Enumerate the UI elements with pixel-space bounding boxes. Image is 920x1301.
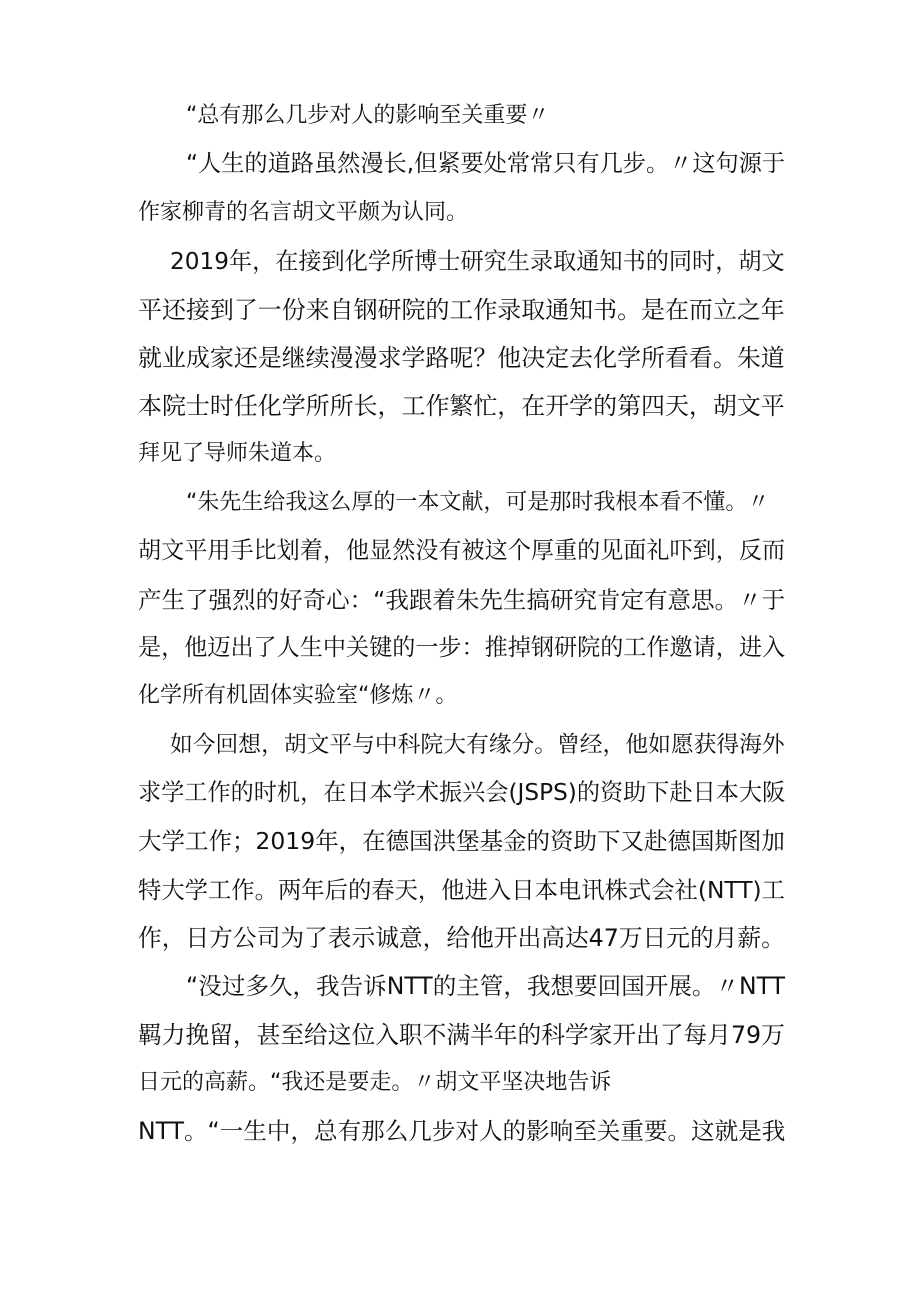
text-line-13: 化学所有机固体实验室“修炼〃。: [138, 683, 458, 708]
text-line-1: “总有那么几步对人的影响至关重要〃: [186, 103, 550, 128]
text-line-3: 作家柳青的名言胡文平颇为认同。: [138, 200, 469, 225]
text-line-8: 拜见了导师朱道本。: [138, 441, 337, 466]
text-line-7: 本院士时任化学所所长，工作繁忙，在开学的第四天，胡文平: [138, 392, 785, 420]
text-line-5: 平还接到了一份来自钢研院的工作录取通知书。是在而立之年: [138, 296, 785, 324]
text-line-17: 特大学工作。两年后的春天，他进入日本电讯株式会社(NTT)工: [138, 876, 785, 904]
text-line-14: 如今回想，胡文平与中科院大有缘分。曾经，他如愿获得海外: [170, 732, 785, 758]
text-line-2: “人生的道路虽然漫长,但紧要处常常只有几步。〃这句源于: [186, 150, 786, 177]
text-line-12: 是，他迈出了人生中关键的一步：推掉钢研院的工作邀请，进入: [138, 635, 786, 661]
text-line-16: 大学工作；2019年，在德国洪堡基金的资助下又赴德国斯图加: [138, 827, 785, 855]
text-line-11: 产生了强烈的好奇心：“我跟着朱先生搞研究肯定有意思。〃于: [138, 586, 786, 614]
text-line-18: 作，日方公司为了表示诚意，给他开出高达47万日元的月薪。: [138, 924, 785, 952]
text-line-4: 2019年，在接到化学所博士研究生录取通知书的同时，胡文: [170, 248, 785, 275]
text-line-19: “没过多久，我告诉NTT的主管，我想要回国开展。〃NTT: [186, 972, 786, 1000]
text-line-20: 羁力挽留，甚至给这位入职不满半年的科学家开出了每月79万: [138, 1021, 785, 1049]
text-line-15: 求学工作的时机，在日本学术振兴会(JSPS)的资助下赴日本大阪: [138, 780, 786, 806]
text-line-22: NTT。“一生中，总有那么几步对人的影响至关重要。这就是我: [138, 1117, 786, 1145]
text-line-10: 胡文平用手比划着，他显然没有被这个厚重的见面礼吓到，反而: [138, 538, 786, 564]
text-line-21: 日元的高薪。“我还是要走。〃胡文平坚决地告诉: [138, 1070, 612, 1095]
text-line-9: “朱先生给我这么厚的一本文献，可是那时我根本看不懂。〃: [186, 490, 770, 515]
text-line-6: 就业成家还是继续漫漫求学路呢？他决定去化学所看看。朱道: [138, 344, 785, 372]
